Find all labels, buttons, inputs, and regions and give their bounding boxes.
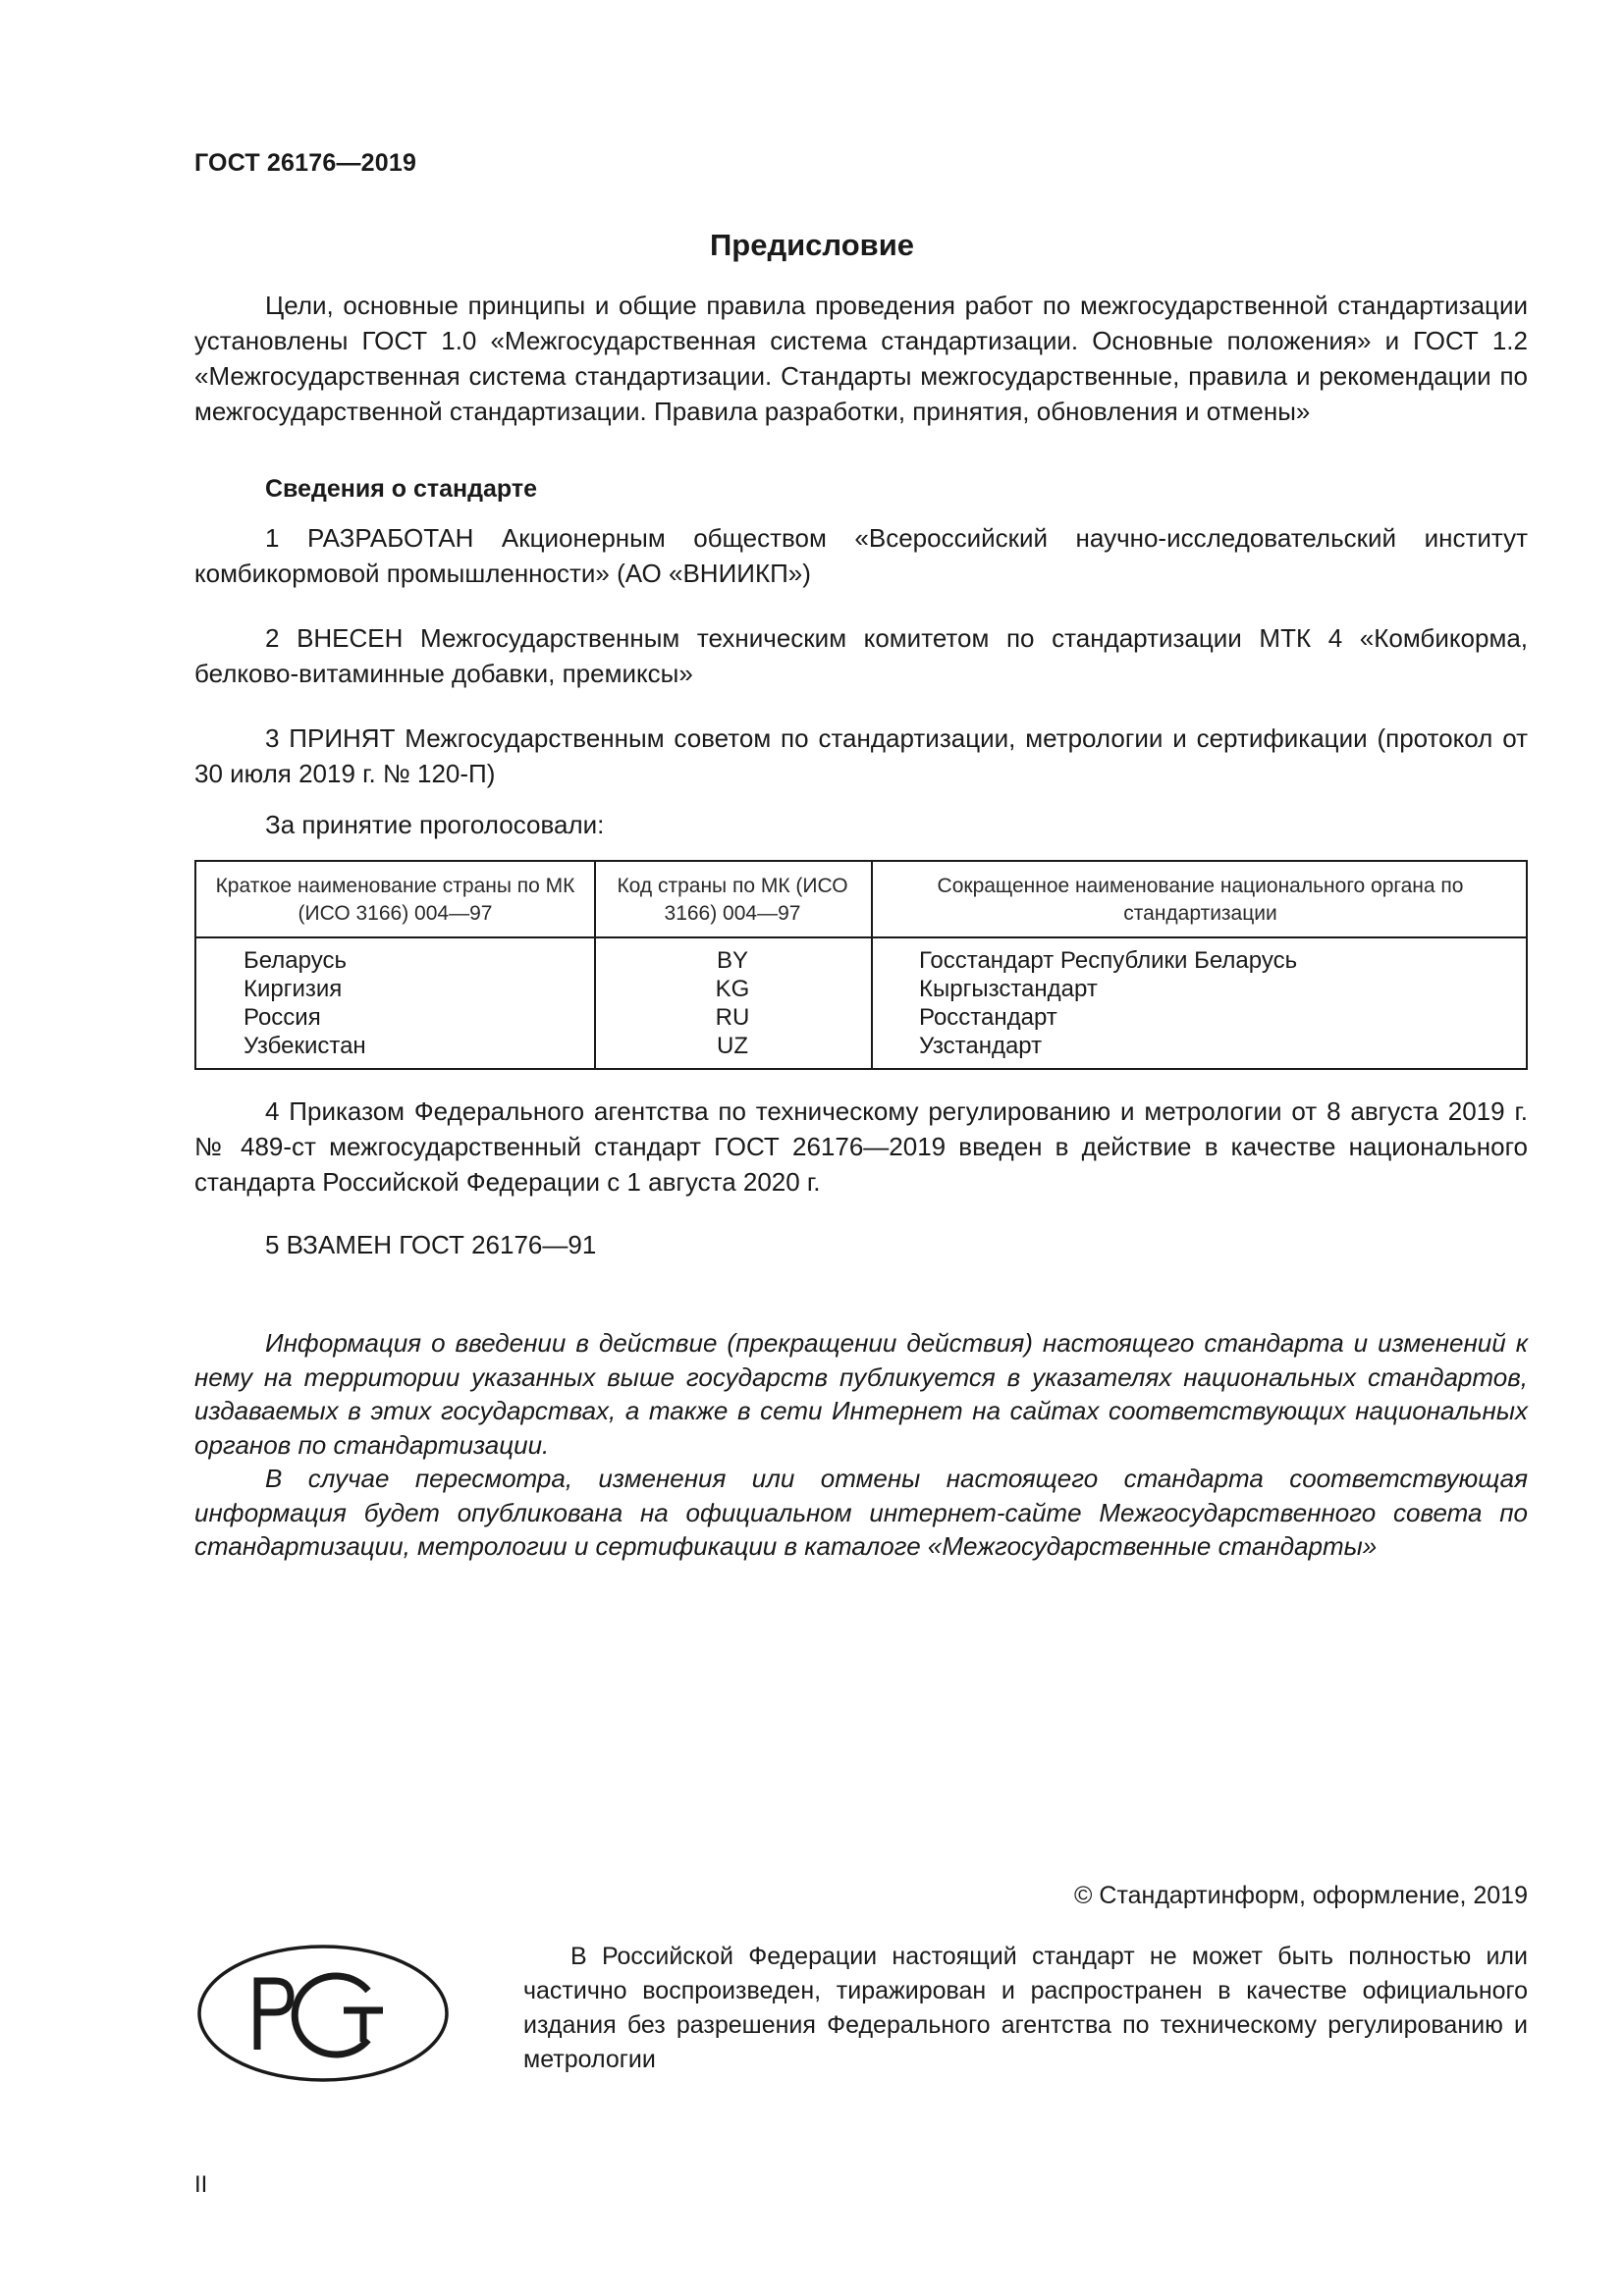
item-2 bbox=[194, 620, 1528, 691]
publication-info bbox=[194, 1326, 1528, 1564]
page-number: II bbox=[194, 2171, 208, 2198]
table-cell-body: Госстандарт Республики Беларусь bbox=[919, 947, 1298, 974]
item-1-text: 1 РАЗРАБОТАН Акционерным обществом «Всероссийский научно-исследовательский институт комбикормовой промышленности» (АО «ВНИИКП») bbox=[194, 523, 1528, 588]
intro-paragraph bbox=[194, 288, 1528, 429]
item-5: 5 ВЗАМЕН ГОСТ 26176—91 bbox=[265, 1230, 597, 1259]
table-cell-country: Киргизия bbox=[244, 976, 343, 1002]
info-heading: Сведения о стандарте bbox=[265, 475, 538, 503]
rst-certification-mark-icon bbox=[196, 1944, 450, 2083]
table-cell-country: Узбекистан bbox=[244, 1033, 366, 1059]
item-3-text: 3 ПРИНЯТ Межгосударственным советом по стандартизации, метрологии и сертификации (протокол от 30 июля 2019 г. № 120-П) bbox=[194, 723, 1528, 788]
standard-code: ГОСТ 26176—2019 bbox=[194, 149, 417, 177]
table-header-code: Код страны по МК (ИСО 3166) 004—97 bbox=[617, 875, 848, 925]
table-cell-code: KG bbox=[715, 976, 750, 1002]
info-italic-paragraph: В случае пересмотра, изменения или отмены настоящего стандарта соответствующая информация будет опубликована на официальном интернет-сайте Межгосударственного совета по стандартизации, метрологии и сертификации в каталоге «Межгосударственные стандарты» bbox=[194, 1464, 1528, 1561]
voting-table bbox=[194, 860, 1528, 1070]
copyright-line: © Стандартинформ, оформление, 2019 bbox=[1074, 1882, 1528, 1909]
copyright-notice: В Российской Федерации настоящий стандарт не может быть полностью или частично воспроизведен, тиражирован и распространен в качестве официального издания без разрешения Федерального агентства по техническому регулированию и метрологии bbox=[523, 1943, 1528, 2073]
item-3 bbox=[194, 721, 1528, 791]
table-cell-code: UZ bbox=[717, 1033, 748, 1059]
page-title: Предисловие bbox=[709, 228, 914, 262]
item-1 bbox=[194, 520, 1528, 591]
item-4 bbox=[194, 1094, 1528, 1200]
code-list bbox=[594, 946, 871, 1060]
intro-text: Цели, основные принципы и общие правила проведения работ по межгосударственной стандартизации установлены ГОСТ 1.0 «Межгосударственная система стандартизации. Основные положения» и ГОСТ 1.2 «Межгосударственная система стандартизации. Стандарты межгосударственные, правила и рекомендации по межгосударственной стандартизации. Правила разработки, принятия, обновления и отмены» bbox=[194, 291, 1528, 426]
table-header-country: Краткое наименование страны по МК (ИСО 3166) 004—97 bbox=[215, 875, 575, 925]
table-cell-country: Беларусь bbox=[244, 947, 347, 974]
item-2-text: 2 ВНЕСЕН Межгосударственным техническим комитетом по стандартизации МТК 4 «Комбикорма, белково-витаминные добавки, премиксы» bbox=[194, 623, 1528, 688]
body-list bbox=[919, 946, 1297, 1060]
country-list bbox=[244, 946, 366, 1060]
table-cell-body: Кыргызстандарт bbox=[919, 976, 1098, 1002]
table-cell-country: Россия bbox=[244, 1004, 321, 1031]
table-header-body: Сокращенное наименование национального органа по стандартизации bbox=[937, 875, 1464, 925]
info-italic-paragraph: Информация о введении в действие (прекращении действия) настоящего стандарта и изменений к нему на территории указанных выше государств публикуется в указателях национальных стандартов, издаваемых в этих государствах, а также в сети Интернет на сайтах соответствующих национальных органов по стандартизации. bbox=[194, 1328, 1528, 1460]
vote-label: За принятие проголосовали: bbox=[265, 810, 605, 839]
table-cell-code: RU bbox=[715, 1004, 750, 1031]
table-cell-body: Росстандарт bbox=[919, 1004, 1057, 1031]
table-cell-body: Узстандарт bbox=[919, 1033, 1043, 1059]
item-4-text: 4 Приказом Федерального агентства по техническому регулированию и метрологии от 8 августа 2019 г. № 489-ст межгосударственный стандарт ГОСТ 26176—2019 введен в действие в качестве национального стандарта Российской Федерации с 1 августа 2020 г. bbox=[194, 1096, 1528, 1197]
table-cell-code: BY bbox=[716, 947, 748, 974]
